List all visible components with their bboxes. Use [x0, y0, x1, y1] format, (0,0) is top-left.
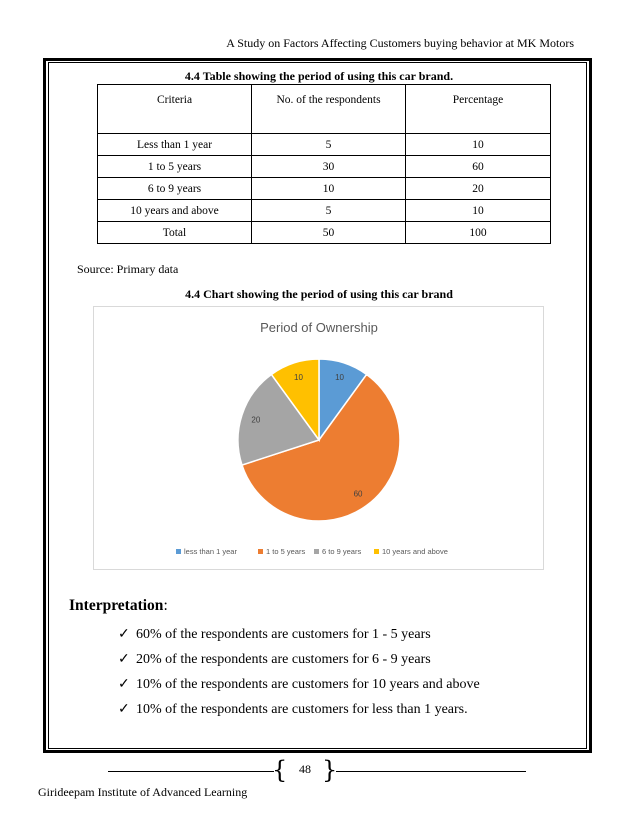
column-header: No. of the respondents — [252, 85, 406, 134]
table-header-row — [98, 85, 551, 134]
pie-data-label: 10 — [294, 372, 303, 382]
legend-label: less than 1 year — [184, 547, 237, 556]
table-cell: 30 — [252, 156, 406, 178]
left-brace-icon: { — [272, 756, 288, 784]
checkmark-icon: ✓ — [118, 702, 130, 717]
list-item-text: 10% of the respondents are customers for 10 years and above — [136, 677, 480, 692]
table-row — [98, 134, 551, 156]
table-cell: 10 years and above — [98, 200, 252, 222]
pie-chart-svg — [94, 307, 545, 571]
column-header: Criteria — [98, 85, 252, 134]
legend-swatch — [176, 549, 181, 554]
footer-institution: Girideepam Institute of Advanced Learning — [38, 785, 248, 799]
checkmark-icon: ✓ — [118, 627, 130, 642]
legend-swatch — [314, 549, 319, 554]
pie-data-label: 20 — [251, 415, 261, 425]
list-item-text: 20% of the respondents are customers for 6 - 9 years — [136, 652, 431, 667]
pie-chart — [93, 306, 544, 570]
table-cell: 50 — [252, 222, 406, 244]
table-cell: 5 — [252, 134, 406, 156]
table-cell: 20 — [406, 178, 551, 200]
table-cell: 10 — [406, 134, 551, 156]
column-header: Percentage — [406, 85, 551, 134]
right-brace-icon: } — [322, 756, 338, 784]
ownership-table — [97, 84, 551, 244]
table-title: 4.4 Table showing the period of using this car brand. — [184, 69, 454, 83]
table-cell: 5 — [252, 200, 406, 222]
table-cell: 60 — [406, 156, 551, 178]
list-item — [118, 650, 480, 675]
page-number: 48 — [299, 762, 311, 776]
table-cell: Less than 1 year — [98, 134, 252, 156]
list-item-text: 60% of the respondents are customers for 1 - 5 years — [136, 627, 431, 642]
table-cell: 100 — [406, 222, 551, 244]
legend-swatch — [258, 549, 263, 554]
legend-label: 6 to 9 years — [322, 547, 362, 556]
chart-title: Period of Ownership — [260, 320, 378, 335]
table-cell: 10 — [252, 178, 406, 200]
footer-rule-left — [108, 771, 274, 772]
table-cell: Total — [98, 222, 252, 244]
list-item — [118, 625, 480, 650]
chart-caption: 4.4 Chart showing the period of using this car brand — [185, 287, 453, 301]
checkmark-icon: ✓ — [118, 677, 130, 692]
list-item — [118, 700, 480, 725]
list-item — [118, 675, 480, 700]
pie-data-label: 60 — [353, 489, 363, 499]
checkmark-icon: ✓ — [118, 652, 130, 667]
table-cell: 1 to 5 years — [98, 156, 252, 178]
source-note: Source: Primary data — [77, 262, 179, 276]
interpretation-list — [118, 625, 480, 725]
table-row — [98, 200, 551, 222]
interpretation-heading-text: Interpretation — [69, 597, 164, 614]
list-item-text: 10% of the respondents are customers for less than 1 years. — [136, 702, 468, 717]
table-cell: 6 to 9 years — [98, 178, 252, 200]
pie-data-label: 10 — [335, 372, 344, 382]
table-row — [98, 222, 551, 244]
interpretation-heading — [69, 597, 168, 615]
page-header: A Study on Factors Affecting Customers buying behavior at MK Motors — [226, 36, 574, 50]
table-row — [98, 178, 551, 200]
legend-swatch — [374, 549, 379, 554]
footer-rule-right — [336, 771, 526, 772]
table-cell: 10 — [406, 200, 551, 222]
legend-label: 10 years and above — [382, 547, 448, 556]
legend-label: 1 to 5 years — [266, 547, 306, 556]
interpretation-colon: : — [163, 597, 168, 614]
table-row — [98, 156, 551, 178]
